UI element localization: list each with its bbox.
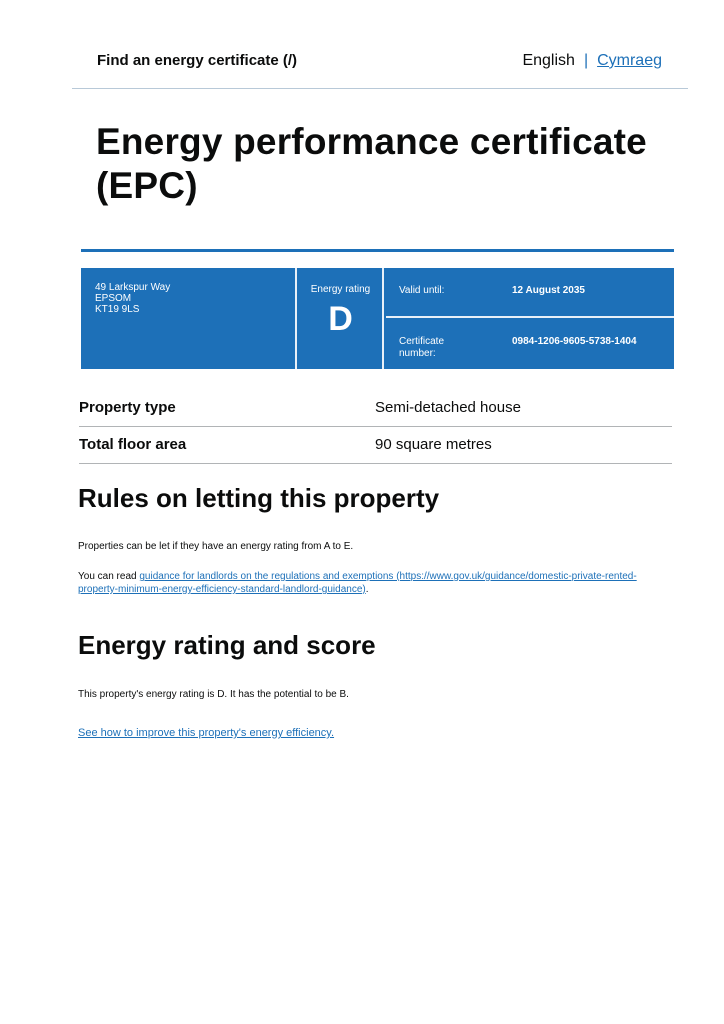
fact-label: Total floor area [79,436,187,453]
energy-rating-box [299,268,384,369]
landlord-guidance-link[interactable]: guidance for landlords on the regulations and exemptions (https://www.gov.uk/guidance/domestic-private-rented-property-minimum-energy-efficiency-standard-landlord-guidance) [78,571,637,595]
improve-efficiency-link[interactable]: See how to improve this property's energy efficiency. [78,727,335,739]
guidance-suffix: . [365,584,369,595]
guidance-prefix: You can read [78,571,140,582]
fact-value: Semi-detached house [375,399,521,416]
lang-welsh-link[interactable]: Cymraeg [597,52,662,69]
fact-label: Property type [79,399,176,416]
epc-summary-panel [81,268,674,369]
site-header [72,42,688,89]
page-title: Energy performance certificate (EPC) [96,121,647,206]
lang-english: English [522,52,575,69]
certificate-number-row [386,320,674,369]
certificate-details [386,268,674,369]
address-line-3: KT19 9LS [95,304,140,315]
valid-until-value: 12 August 2035 [512,285,585,296]
address-line-2: EPSOM [95,293,132,304]
valid-until-row [386,268,674,318]
lang-separator: | [583,52,589,69]
valid-until-label: Valid until: [399,285,445,296]
title-divider [81,249,674,252]
fact-row-floor-area [79,427,672,464]
property-address [81,268,297,369]
rules-heading: Rules on letting this property [78,483,440,513]
property-facts [79,390,672,464]
rules-paragraph: Properties can be let if they have an energy rating from A to E. [78,541,354,552]
fact-value: 90 square metres [375,436,492,453]
score-paragraph: This property's energy rating is D. It has the potential to be B. [78,689,349,700]
language-switcher [522,52,662,70]
certificate-number-label: Certificate number: [399,336,445,359]
energy-rating-label: Energy rating [310,284,371,295]
guidance-paragraph [78,570,658,596]
certificate-number-value: 0984-1206-9605-5738-1404 [512,336,637,347]
fact-row-property-type [79,390,672,427]
address-line-1: 49 Larkspur Way [95,282,171,293]
score-heading: Energy rating and score [78,630,376,660]
energy-rating-band: D [328,300,353,338]
service-name-link[interactable]: Find an energy certificate (/) [97,52,298,69]
